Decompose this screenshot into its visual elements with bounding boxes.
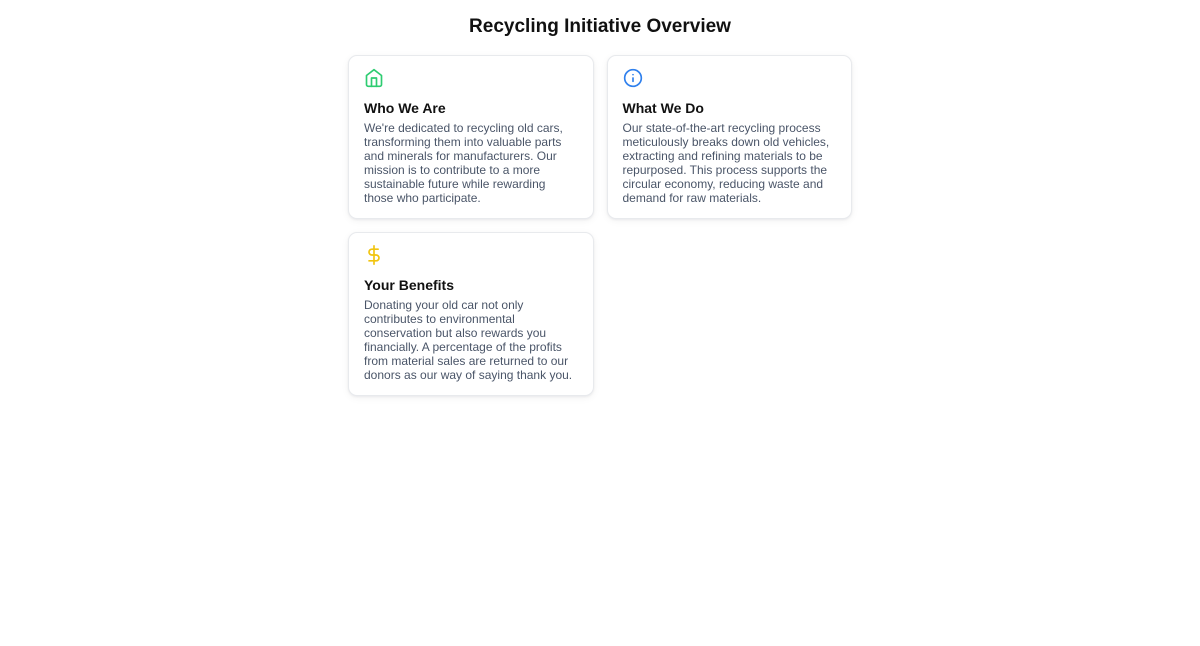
card-body: Our state-of-the-art recycling process meticulously breaks down old vehicles, extracting and refining materials to be repurposed. This process supports the circular economy, reducing waste and demand for raw materials.: [622, 121, 830, 205]
cards-grid: [348, 55, 852, 396]
recycling-overview-page: [0, 16, 1200, 396]
card-title: What We Do: [622, 100, 704, 116]
info-icon: [623, 68, 643, 88]
card-what-we-do: [607, 55, 853, 219]
page-title: Recycling Initiative Overview: [469, 16, 731, 37]
card-body: We're dedicated to recycling old cars, transforming them into valuable parts and minerals for manufacturers. Our mission is to contribute to a more sustainable future while rewarding those who participate.: [364, 121, 563, 205]
card-title: Your Benefits: [364, 277, 454, 293]
card-body: Donating your old car not only contributes to environmental conservation but also rewards you financially. A percentage of the profits from material sales are returned to our donors as our way of saying thank you.: [364, 298, 573, 382]
card-who-we-are: [348, 55, 594, 219]
card-your-benefits: [348, 232, 594, 396]
home-icon: [364, 68, 384, 88]
card-title: Who We Are: [364, 100, 446, 116]
dollar-icon: [364, 245, 384, 265]
